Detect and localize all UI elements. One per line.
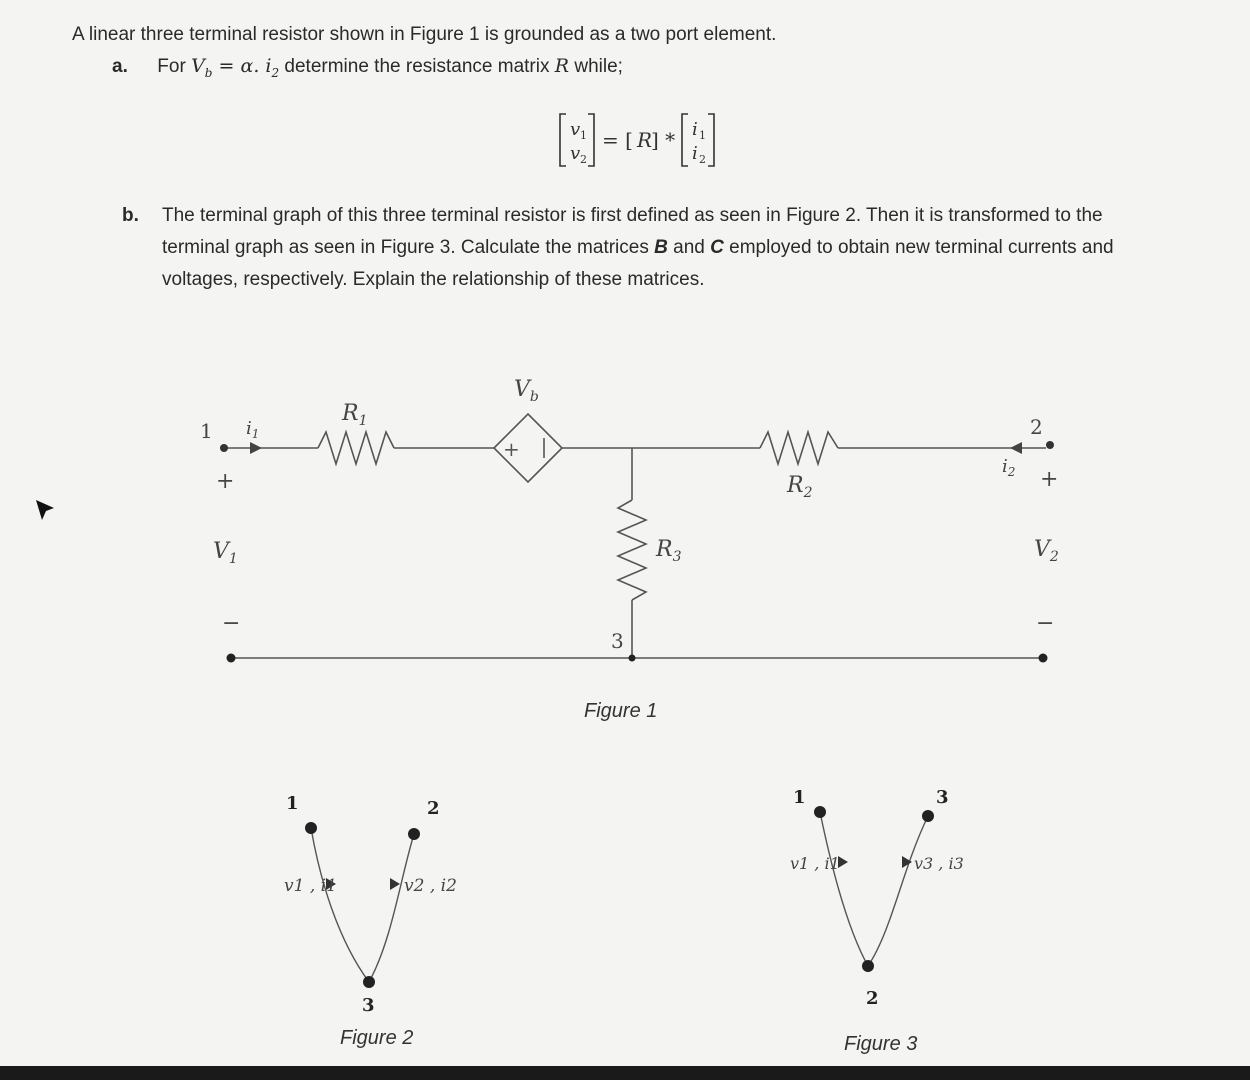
figure-1-caption: Figure 1 [584, 700, 658, 722]
figure-2-caption: Figure 2 [340, 1027, 414, 1049]
fig2-branch2-arrow-icon [390, 878, 400, 890]
port1-plus: + [216, 469, 235, 494]
figure-3-caption: Figure 3 [844, 1033, 918, 1055]
svg-text:i: i [692, 143, 698, 164]
port2-minus: − [1036, 611, 1055, 636]
r1-resistor [318, 432, 394, 464]
svg-text:i: i [692, 119, 698, 140]
fig3-node-2: 2 [866, 988, 879, 1009]
fig3-branch-1-label: v1 , i1 [790, 854, 840, 873]
figure-2-graph [284, 793, 457, 1049]
mouse-cursor-icon [34, 498, 56, 524]
part-a-label: a. [112, 56, 128, 77]
part-a-suffix: determine the resistance matrix R while; [284, 55, 623, 77]
fig2-node-1: 1 [286, 793, 299, 814]
problem-intro: A linear three terminal resistor shown in Figure 1 is grounded as a two port element. [72, 24, 777, 45]
fig2-branch-1-label: v1 , i1 [284, 876, 337, 896]
svg-text:] *: ] * [651, 128, 676, 152]
svg-text:v: v [570, 143, 581, 164]
port1-minus: − [222, 611, 241, 636]
vb-label: $V_b$ [514, 377, 539, 405]
svg-text:= [: = [ [602, 128, 633, 152]
fig2-branch-2-label: v2 , i2 [404, 876, 457, 896]
svg-text:2: 2 [580, 153, 587, 166]
part-a-prefix: For [157, 56, 186, 77]
node-2-label: 2 [1030, 415, 1043, 439]
fig2-node-3: 3 [362, 995, 375, 1016]
r3-resistor [618, 500, 646, 600]
svg-text:1: 1 [699, 129, 706, 142]
fig3-node-1: 1 [793, 787, 806, 808]
part-b-text: The terminal graph of this three terminal resistor is first defined as seen in Figure 2. Then it is transformed to the terminal graph as seen in Figure 3. Calculate the matrices B and C employed to obtain new terminal currents and voltages, respectively. Explain the relationship of these matrices. [162, 205, 1114, 290]
r2-resistor [760, 432, 838, 464]
i2-arrow-icon [1010, 442, 1022, 454]
r3-label: $R_3$ [656, 537, 682, 565]
i1-arrow-icon [250, 442, 262, 454]
r1-label: $R_1$ [342, 401, 368, 429]
i1-label: $i_1$ [246, 418, 260, 441]
r2-label: $R_2$ [787, 473, 813, 501]
svg-text:R: R [637, 128, 653, 152]
node-1-label: 1 [200, 419, 213, 443]
node-3-label: 3 [611, 629, 624, 653]
svg-text:1: 1 [580, 129, 587, 142]
fig3-node-3: 3 [936, 787, 949, 808]
fig3-branch-3-label: v3 , i3 [914, 854, 964, 873]
figure-3-graph [790, 787, 964, 1055]
part-a-condition: $V_b = \alpha$. $i_2$ [191, 55, 280, 80]
part-b-label: b. [122, 205, 139, 226]
v2-label: $V_2$ [1034, 537, 1059, 565]
fig2-node-2: 2 [427, 798, 440, 819]
i2-label: $i_2$ [1002, 456, 1016, 479]
v1-label: $V_1$ [213, 539, 238, 567]
svg-text:2: 2 [699, 153, 706, 166]
svg-text:v: v [570, 119, 581, 140]
monitor-bezel [0, 1066, 1250, 1080]
svg-text:+: + [503, 437, 520, 461]
port2-plus: + [1040, 467, 1059, 492]
terminal-1-dot [220, 444, 228, 452]
terminal-2-dot [1046, 441, 1054, 449]
